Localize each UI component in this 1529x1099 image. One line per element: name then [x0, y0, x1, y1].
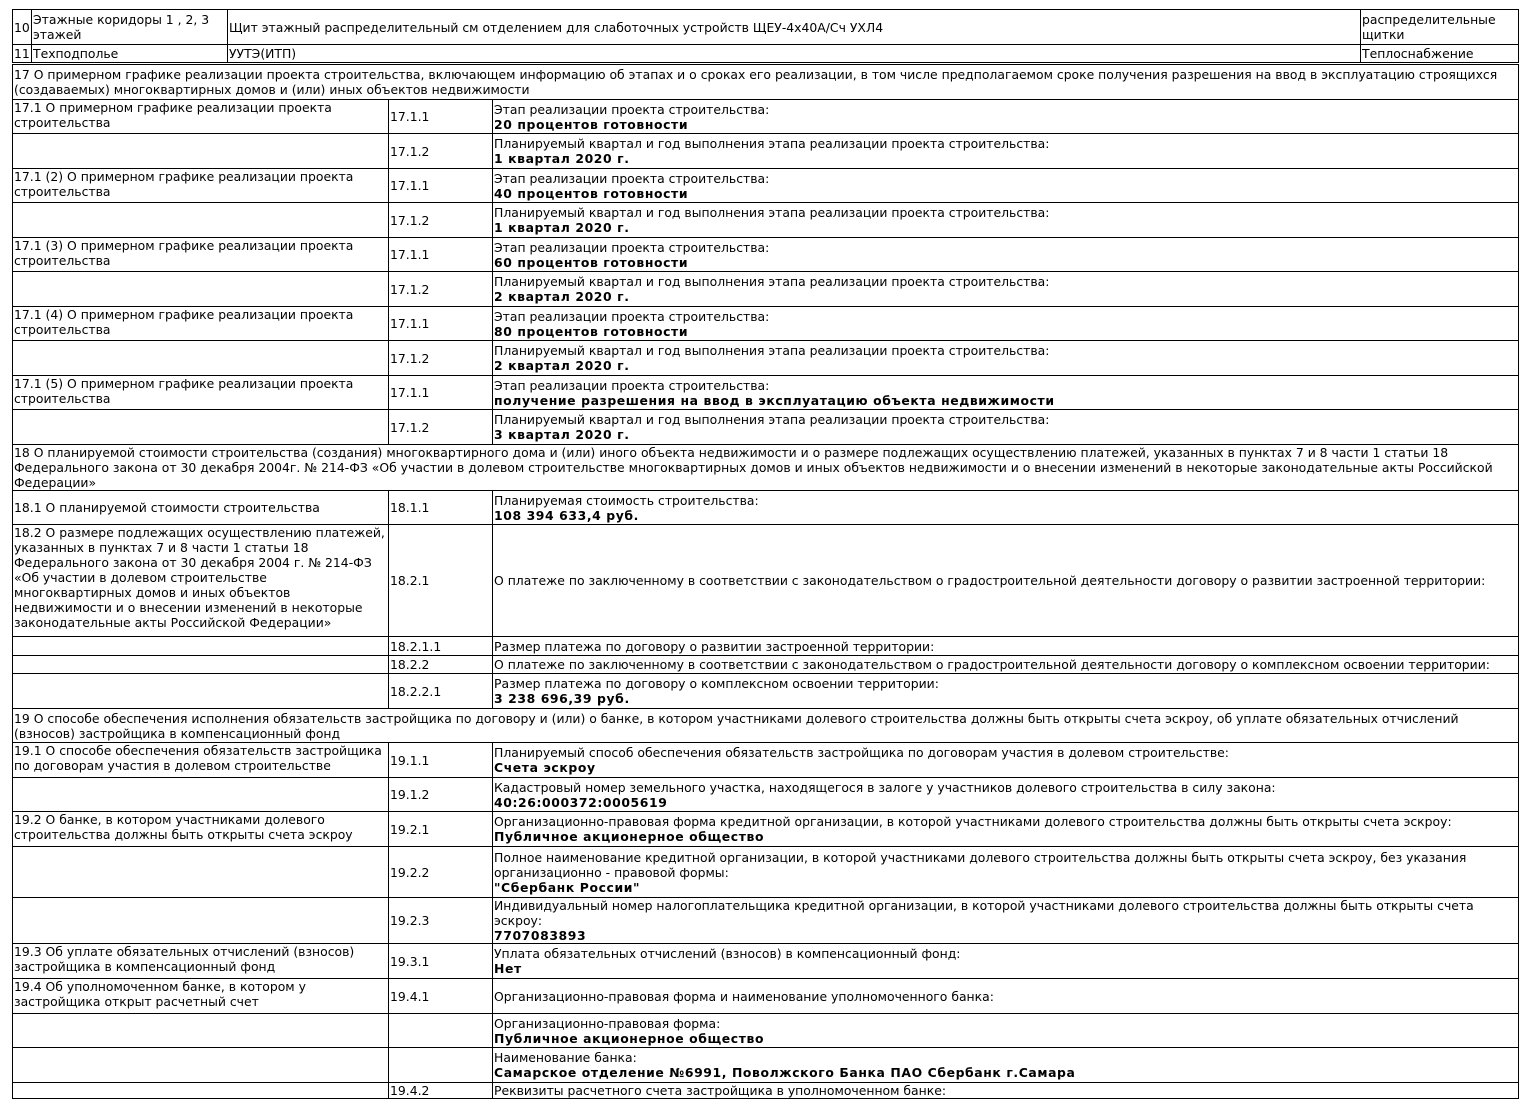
section-description: 19.1 О способе обеспечения обязательств застройщика по договорам участия в долевом строительстве — [13, 743, 389, 778]
empty-cell — [13, 203, 389, 238]
item-value — [493, 238, 1519, 272]
item-code: 17.1.1 — [389, 376, 493, 410]
item-code: 18.2.2 — [389, 656, 493, 674]
table-row — [13, 307, 1519, 341]
item-bold-value: 40 процентов готовности — [494, 185, 689, 201]
item-bold-value: 20 процентов готовности — [494, 116, 689, 132]
item-bold-value: 40:26:000372:0005619 — [494, 794, 668, 810]
table-row — [13, 238, 1519, 272]
section-description: 17.1 (4) О примерном графике реализации проекта строительства — [13, 307, 389, 341]
location-cell: Этажные коридоры 1 , 2, 3 этажей — [32, 10, 228, 45]
item-code: 17.1.1 — [389, 100, 493, 134]
item-label: Этап реализации проекта строительства: — [494, 101, 770, 117]
empty-cell — [13, 1014, 389, 1048]
item-bold-value: 3 238 696,39 руб. — [494, 691, 630, 706]
table-row — [13, 812, 1519, 847]
section-description: 17.1 (5) О примерном графике реализации проекта строительства — [13, 376, 389, 410]
table-row — [13, 674, 1519, 709]
item-value — [493, 341, 1519, 376]
item-code: 17.1.1 — [389, 307, 493, 341]
item-value — [493, 100, 1519, 134]
item-label: Этап реализации проекта строительства: — [494, 308, 770, 324]
item-label: Индивидуальный номер налогоплательщика кредитной организации, в которой участниками долевого строительства должны быть открыты счета эскроу: — [494, 898, 1474, 928]
item-label: Планируемая стоимость строительства: — [494, 492, 759, 508]
item-label: Этап реализации проекта строительства: — [494, 170, 770, 186]
item-bold-value: 108 394 633,4 руб. — [494, 507, 639, 523]
table-row — [13, 272, 1519, 307]
section-description: 18.2 О размере подлежащих осуществлению платежей, указанных в пунктах 7 и 8 части 1 статьи 18 Федерального закона от 30 декабря 2004 г. № 214-ФЗ «Об участии в долевом строительстве многоквартирных домов и иных объектов недвижимости и о внесении изменений в некоторые законодательные акты Российской Федерации» — [13, 525, 389, 637]
table-row — [13, 847, 1519, 898]
table-row — [13, 898, 1519, 944]
table-row — [13, 525, 1519, 637]
item-bold-value: 1 квартал 2020 г. — [494, 220, 630, 235]
table-row — [13, 376, 1519, 410]
equipment-cell: Щит этажный распределительный см отделением для слаботочных устройств ЩЕУ-4х40А/Сч УХЛ4 — [228, 10, 1361, 45]
table-row — [13, 10, 1519, 45]
table-row — [13, 45, 1519, 63]
row-number: 10 — [13, 10, 32, 45]
item-value — [493, 778, 1519, 812]
item-code: 19.2.3 — [389, 898, 493, 944]
table-row — [13, 778, 1519, 812]
item-code: 19.1.1 — [389, 743, 493, 778]
empty-cell — [13, 134, 389, 169]
item-value: О платеже по заключенному в соответствии с законодательством о градостроительной деятельности договору о комплексном освоении территории: — [493, 656, 1519, 674]
table-row — [13, 100, 1519, 134]
item-value — [493, 743, 1519, 778]
row-number: 11 — [14, 46, 30, 61]
item-code: 17.1.2 — [389, 341, 493, 376]
item-value — [493, 134, 1519, 169]
section-description: 19.3 Об уплате обязательных отчислений (взносов) застройщика в компенсационный фонд — [13, 944, 389, 979]
item-bold-value: Публичное акционерное общество — [494, 829, 765, 844]
table-row — [13, 1048, 1519, 1083]
empty-cell — [13, 656, 389, 674]
item-label: Наименование банка: — [494, 1050, 637, 1065]
item-code: 17.1.2 — [389, 410, 493, 445]
item-bold-value: Нет — [494, 961, 522, 976]
table-row — [13, 944, 1519, 979]
section-description: 17.1 О примерном графике реализации проекта строительства — [13, 100, 389, 134]
item-bold-value: 2 квартал 2020 г. — [494, 289, 630, 304]
item-label: Уплата обязательных отчислений (взносов) в компенсационный фонд: — [494, 946, 961, 961]
item-bold-value: Публичное акционерное общество — [494, 1030, 765, 1046]
item-code: 17.1.1 — [389, 238, 493, 272]
item-label: Организационно-правовая форма: — [494, 1015, 721, 1031]
item-label: Этап реализации проекта строительства: — [494, 377, 770, 393]
item-code: 19.2.1 — [389, 812, 493, 847]
item-bold-value: Самарское отделение №6991, Поволжского Банка ПАО Сбербанк г.Самара — [494, 1065, 1076, 1080]
item-bold-value: "Сбербанк России" — [494, 879, 641, 895]
item-code: 19.2.2 — [389, 847, 493, 898]
table-row — [13, 1014, 1519, 1048]
item-bold-value: 7707083893 — [494, 928, 587, 943]
empty-cell — [13, 898, 389, 944]
table-row — [13, 341, 1519, 376]
item-value — [493, 847, 1519, 898]
item-label: Планируемый квартал и год выполнения этапа реализации проекта строительства: — [494, 136, 1050, 151]
section-header-row — [13, 709, 1519, 743]
section-19-header: 19 О способе обеспечения исполнения обязательств застройщика по договору и (или) о банке, в котором участниками долевого строительства должны быть открыты счета эскроу, об уплате обязательных отчислений (взносов) застройщика в компенсационный фонд — [13, 709, 1519, 743]
section-header-row — [13, 65, 1519, 100]
item-code: 19.4.2 — [389, 1083, 493, 1099]
section-description: 17.1 (3) О примерном графике реализации проекта строительства — [13, 238, 389, 272]
item-label: Этап реализации проекта строительства: — [494, 239, 770, 255]
item-code: 18.2.1 — [389, 525, 493, 637]
empty-cell — [13, 1083, 389, 1099]
table-row — [13, 979, 1519, 1014]
section-header-row — [13, 445, 1519, 491]
declaration-table — [12, 64, 1519, 1099]
empty-cell — [13, 272, 389, 307]
equipment-cell: УУТЭ(ИТП) — [228, 45, 1361, 63]
item-value — [493, 1014, 1519, 1048]
item-code: 17.1.2 — [389, 272, 493, 307]
item-value — [493, 812, 1519, 847]
table-row — [13, 491, 1519, 525]
item-bold-value: Счета эскроу — [494, 760, 596, 775]
table-row — [13, 134, 1519, 169]
item-value — [493, 898, 1519, 944]
item-value: Размер платежа по договору о развитии застроенной территории: — [493, 637, 1519, 656]
item-code: 17.1.2 — [389, 134, 493, 169]
purpose-cell: Теплоснабжение — [1361, 45, 1519, 63]
item-value — [493, 307, 1519, 341]
empty-cell — [13, 341, 389, 376]
item-bold-value: 3 квартал 2020 г. — [494, 427, 630, 442]
section-description: 18.1 О планируемой стоимости строительства — [13, 491, 389, 525]
item-bold-value: получение разрешения на ввод в эксплуатацию объекта недвижимости — [494, 392, 1055, 408]
item-value — [493, 944, 1519, 979]
item-value — [493, 1048, 1519, 1083]
table-row — [13, 203, 1519, 238]
empty-cell — [13, 637, 389, 656]
table-row — [13, 637, 1519, 656]
section-description: 19.4 Об уполномоченном банке, в котором у застройщика открыт расчетный счет — [13, 979, 389, 1014]
section-description: 17.1 (2) О примерном графике реализации проекта строительства — [13, 169, 389, 203]
empty-cell — [13, 1048, 389, 1083]
item-value: Организационно-правовая форма и наименование уполномоченного банка: — [493, 979, 1519, 1014]
item-code: 18.1.1 — [389, 491, 493, 525]
item-value — [493, 376, 1519, 410]
item-label: Организационно-правовая форма кредитной организации, в которой участниками долевого строительства должны быть открыты счета эскроу: — [494, 814, 1452, 829]
empty-cell — [13, 847, 389, 898]
item-value — [493, 169, 1519, 203]
item-bold-value: 60 процентов готовности — [494, 254, 689, 270]
empty-cell — [13, 410, 389, 445]
item-value — [493, 674, 1519, 709]
purpose-cell: распределительные щитки — [1361, 10, 1519, 45]
section-18-header: 18 О планируемой стоимости строительства (создания) многоквартирного дома и (или) иного объекта недвижимости и о размере подлежащих осуществлению платежей, указанных в пунктах 7 и 8 части 1 статьи 18 Федерального закона от 30 декабря 2004г. № 214-ФЗ «Об участии в долевом строительстве многоквартирных домов и иных объектов недвижимости и о внесении изменений в некоторые законодательные акты Российской Федерации» — [13, 445, 1519, 491]
item-label: Планируемый квартал и год выполнения этапа реализации проекта строительства: — [494, 343, 1050, 358]
item-code: 19.4.1 — [389, 979, 493, 1014]
empty-cell — [389, 1014, 493, 1048]
item-label: Размер платежа по договору о комплексном освоении территории: — [494, 676, 939, 691]
item-code: 17.1.2 — [389, 203, 493, 238]
item-code: 17.1.1 — [389, 169, 493, 203]
empty-cell — [13, 674, 389, 709]
item-bold-value: 80 процентов готовности — [494, 323, 689, 339]
section-17-header: 17 О примерном графике реализации проекта строительства, включающем информацию об этапах и о сроках его реализации, в том числе предполагаемом сроке получения разрешения на ввод в эксплуатацию строящихся (создаваемых) многоквартирных домов и (или) иных объектов недвижимости — [13, 65, 1519, 100]
empty-cell — [389, 1048, 493, 1083]
item-code: 18.2.2.1 — [389, 674, 493, 709]
item-bold-value: 2 квартал 2020 г. — [494, 358, 630, 373]
item-value — [493, 272, 1519, 307]
item-label: Планируемый квартал и год выполнения этапа реализации проекта строительства: — [494, 205, 1050, 220]
item-code: 19.1.2 — [389, 778, 493, 812]
item-value: О платеже по заключенному в соответствии с законодательством о градостроительной деятельности договору о развитии застроенной территории: — [493, 525, 1519, 637]
item-value — [493, 491, 1519, 525]
item-label: Планируемый квартал и год выполнения этапа реализации проекта строительства: — [494, 274, 1050, 289]
item-code: 19.3.1 — [389, 944, 493, 979]
item-label: Кадастровый номер земельного участка, находящегося в залоге у участников долевого строительства в силу закона: — [494, 779, 1276, 795]
item-value: Реквизиты расчетного счета застройщика в уполномоченном банке: — [493, 1083, 1519, 1099]
item-label: Полное наименование кредитной организации, в которой участниками долевого строительства должны быть открыты счета эскроу, без указания организационно - правовой формы: — [494, 849, 1467, 880]
table-row — [13, 169, 1519, 203]
item-value — [493, 410, 1519, 445]
table-row — [13, 743, 1519, 778]
item-label: Планируемый способ обеспечения обязательств застройщика по договорам участия в долевом строительстве: — [494, 745, 1229, 760]
item-value — [493, 203, 1519, 238]
section-description: 19.2 О банке, в котором участниками долевого строительства должны быть открыты счета эскроу — [13, 812, 389, 847]
equipment-table — [12, 9, 1519, 63]
table-row — [13, 1083, 1519, 1099]
table-row — [13, 410, 1519, 445]
item-bold-value: 1 квартал 2020 г. — [494, 151, 630, 166]
table-row — [13, 656, 1519, 674]
empty-cell — [13, 778, 389, 812]
item-label: Планируемый квартал и год выполнения этапа реализации проекта строительства: — [494, 412, 1050, 427]
item-code: 18.2.1.1 — [389, 637, 493, 656]
location-cell: Техподполье — [32, 45, 228, 63]
